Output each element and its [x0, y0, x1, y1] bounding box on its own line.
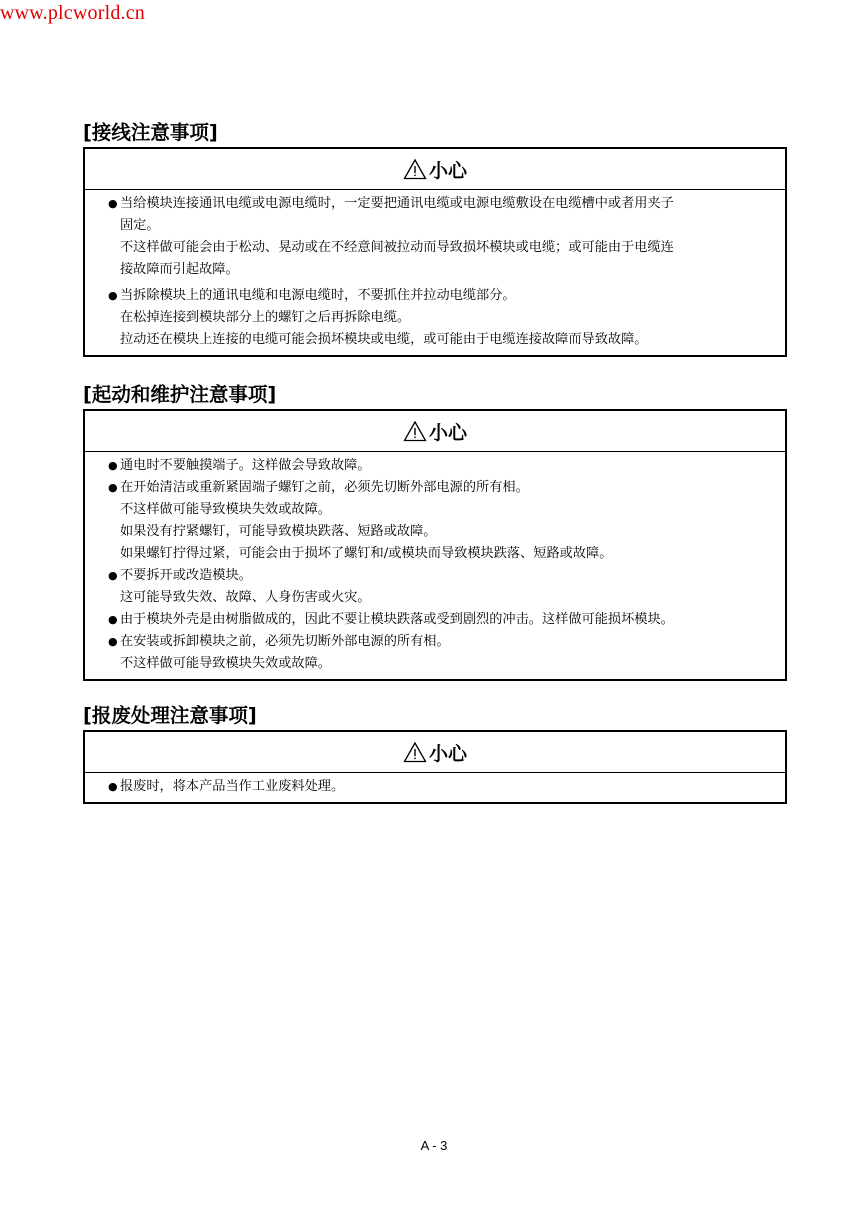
warning-triangle-icon	[403, 420, 427, 442]
caution-box	[83, 409, 787, 681]
item-paragraph	[120, 329, 765, 351]
bullet-item	[108, 776, 765, 798]
bullet-icon: ●	[108, 613, 118, 626]
bullet-item	[108, 631, 765, 675]
precaution-section	[83, 119, 787, 357]
item-paragraph	[120, 521, 765, 543]
text-line: 当拆除模块上的通讯电缆和电源电缆时，不要抓住并拉动电缆部分。	[120, 288, 516, 303]
text-line: 固定。	[120, 218, 160, 233]
section-title: [起动和维护注意事项]	[83, 383, 277, 406]
watermark-url: www.plcworld.cn	[0, 2, 146, 24]
caution-label: 小心	[428, 421, 467, 444]
item-paragraph	[120, 565, 765, 587]
bullet-item	[108, 565, 765, 609]
bullet-item	[108, 455, 765, 477]
text-line: 在安装或拆卸模块之前，必须先切断外部电源的所有相。	[120, 634, 450, 649]
item-paragraph	[120, 543, 765, 565]
item-paragraph	[120, 477, 765, 499]
bullet-icon: ●	[108, 481, 118, 494]
caution-label: 小心	[428, 742, 467, 765]
text-line: 不这样做可能会由于松动、晃动或在不经意间被拉动而导致损坏模块或电缆；或可能由于电缆连	[120, 240, 674, 255]
bullet-icon: ●	[108, 569, 118, 582]
warning-triangle-icon	[403, 741, 427, 763]
item-paragraph	[120, 653, 765, 675]
caution-body	[85, 452, 785, 679]
text-line: 接故障而引起故障。	[120, 262, 239, 277]
item-paragraph	[120, 307, 765, 329]
text-line: 如果没有拧紧螺钉，可能导致模块跌落、短路或故障。	[120, 524, 437, 539]
bullet-icon: ●	[108, 289, 118, 302]
caution-header	[85, 149, 785, 190]
bullet-item	[108, 477, 765, 565]
text-line: 不这样做可能导致模块失效或故障。	[120, 502, 331, 517]
text-line: 不要拆开或改造模块。	[120, 568, 252, 583]
item-paragraph	[120, 587, 765, 609]
bullet-icon: ●	[108, 459, 118, 472]
page-number: A - 3	[420, 1138, 448, 1153]
bullet-item	[108, 193, 765, 281]
item-paragraph	[120, 285, 765, 307]
text-line: 在松掉连接到模块部分上的螺钉之后再拆除电缆。	[120, 310, 411, 325]
item-paragraph	[120, 631, 765, 653]
bullet-icon: ●	[108, 635, 118, 648]
bullet-icon: ●	[108, 197, 118, 210]
caution-box	[83, 730, 787, 804]
text-line: 拉动还在模块上连接的电缆可能会损坏模块或电缆，或可能由于电缆连接故障而导致故障。	[120, 332, 648, 347]
text-line: 通电时不要触摸端子。这样做会导致故障。	[120, 458, 371, 473]
warning-triangle-icon	[403, 158, 427, 180]
section-title: [接线注意事项]	[83, 121, 218, 144]
text-line: 在开始清洁或重新紧固端子螺钉之前，必须先切断外部电源的所有相。	[120, 480, 529, 495]
bullet-icon: ●	[108, 780, 118, 793]
text-line: 不这样做可能导致模块失效或故障。	[120, 656, 331, 671]
bullet-item	[108, 609, 765, 631]
item-paragraph	[120, 499, 765, 521]
item-paragraph	[120, 193, 765, 237]
caution-body	[85, 773, 785, 802]
section-title: [报废处理注意事项]	[83, 704, 257, 727]
item-paragraph	[120, 237, 765, 281]
text-line: 如果螺钉拧得过紧，可能会由于损坏了螺钉和/或模块而导致模块跌落、短路或故障。	[120, 546, 613, 561]
text-line: 报废时，将本产品当作工业废料处理。	[120, 779, 345, 794]
bullet-item	[108, 285, 765, 351]
caution-label: 小心	[428, 159, 467, 182]
caution-header	[85, 411, 785, 452]
precaution-section	[83, 702, 787, 804]
item-paragraph	[120, 455, 765, 477]
item-paragraph	[120, 776, 765, 798]
text-line: 当给模块连接通讯电缆或电源电缆时，一定要把通讯电缆或电源电缆敷设在电缆槽中或者用夹子	[120, 196, 674, 211]
text-line: 这可能导致失效、故障、人身伤害或火灾。	[120, 590, 371, 605]
caution-box	[83, 147, 787, 357]
item-paragraph	[120, 609, 765, 631]
caution-body	[85, 190, 785, 355]
caution-header	[85, 732, 785, 773]
text-line: 由于模块外壳是由树脂做成的，因此不要让模块跌落或受到剧烈的冲击。这样做可能损坏模块。	[120, 612, 674, 627]
precaution-section	[83, 381, 787, 681]
